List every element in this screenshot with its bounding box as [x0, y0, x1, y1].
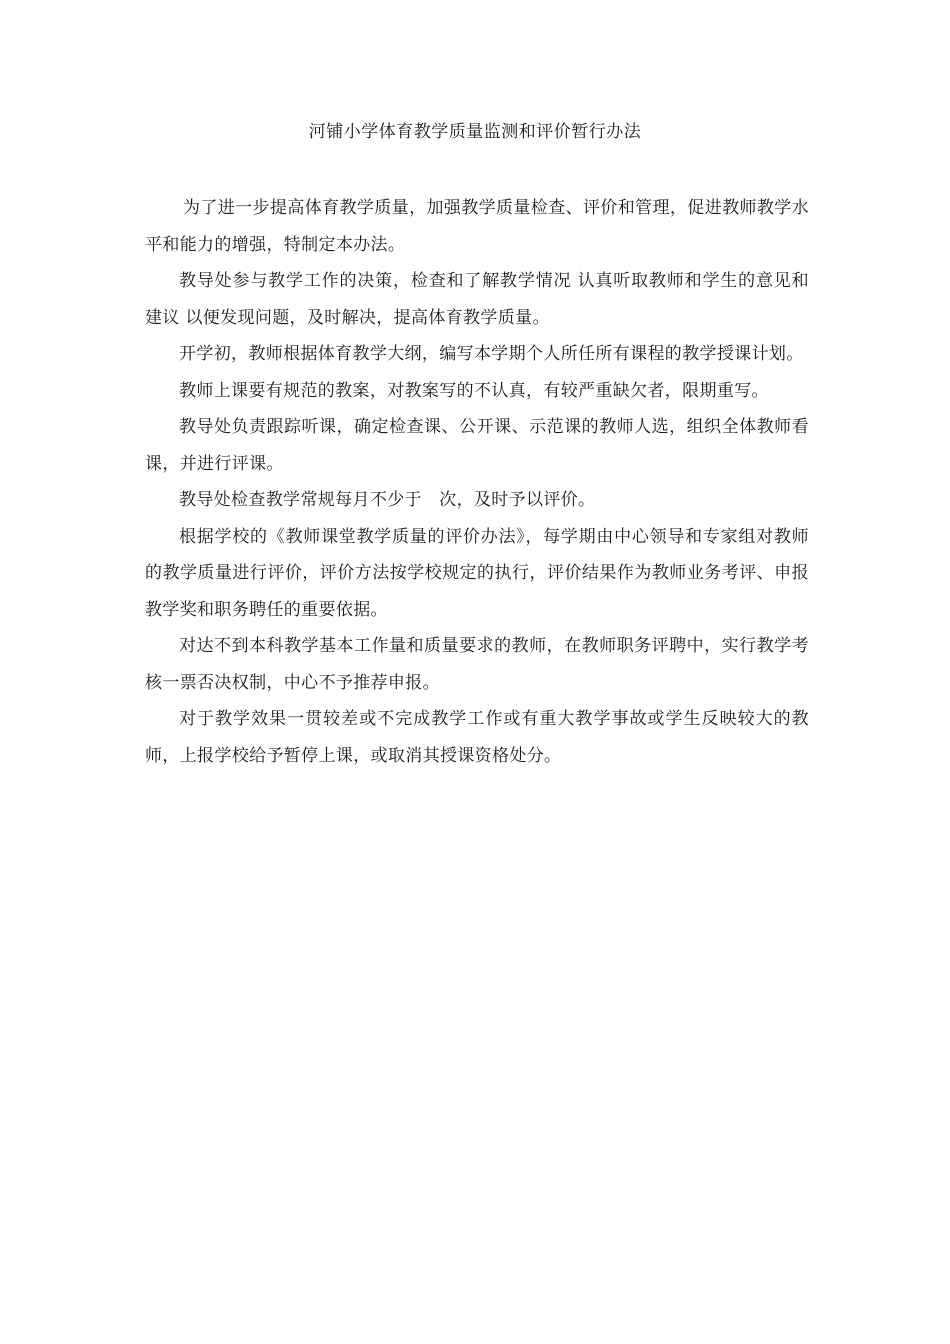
paragraph-monthly-check: 教导处检查教学常规每月不少于 次，及时予以评价。 — [179, 490, 596, 510]
paragraph-penalty: 对于教学效果一贯较差或不完成教学工作或有重大教学事故或学生反映较大的教师，上报学校给予暂停上课，或取消其授课资格处分。 — [145, 709, 809, 766]
paragraph-semester-plan: 开学初，教师根据体育教学大纲，编写本学期个人所任所有课程的教学授课计划。 — [179, 344, 804, 364]
paragraph-class-observation: 教导处负责跟踪听课，确定检查课、公开课、示范课的教师人选，组织全体教师看课，并进行评课。 — [145, 417, 809, 474]
paragraph-lesson-plans: 教师上课要有规范的教案，对教案写的不认真，有较严重缺欠者，限期重写。 — [179, 380, 769, 401]
paragraph-evaluation-method: 根据学校的《教师课堂教学质量的评价办法》，每学期由中心领导和专家组对教师的教学质量进行评价，评价方法按学校规定的执行，评价结果作为教师业务考评、申报教学奖和职务聘任的重要依据。 — [145, 526, 809, 620]
document-title: 河铺小学体育教学质量监测和评价暂行办法 — [308, 122, 642, 142]
document-body — [145, 190, 809, 774]
paragraph-teaching-office-role: 教导处参与教学工作的决策，检查和了解教学情况 认真听取教师和学生的意见和建议 以便发现问题，及时解决，提高体育教学质量。 — [145, 271, 809, 328]
paragraph-veto-rule: 对达不到本科教学基本工作量和质量要求的教师，在教师职务评聘中，实行教学考核一票否决权制，中心不予推荐申报。 — [145, 636, 809, 693]
paragraph-purpose: 为了进一步提高体育教学质量，加强教学质量检查、评价和管理，促进教师教学水平和能力的增强，特制定本办法。 — [145, 198, 809, 255]
